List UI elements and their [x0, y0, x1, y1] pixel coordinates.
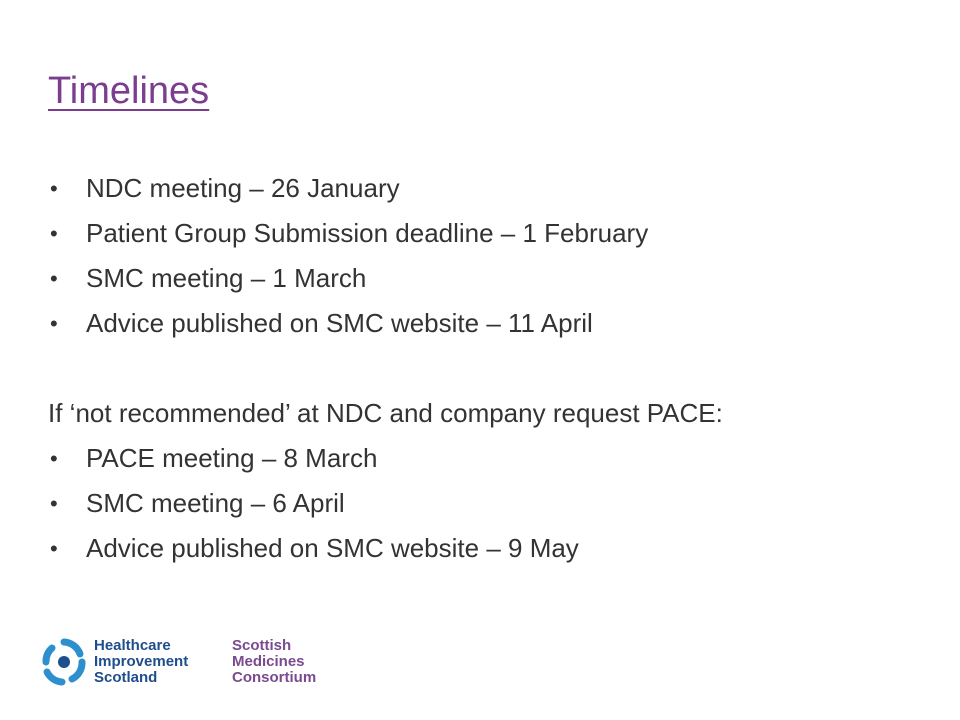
bullet-icon: •	[50, 311, 58, 336]
bullet-icon: •	[50, 221, 58, 246]
bullet-icon: •	[50, 446, 58, 471]
pace-list	[48, 436, 928, 571]
pace-intro: If ‘not recommended’ at NDC and company request PACE:	[48, 398, 723, 428]
smc-logo-text: Scottish Medicines Consortium	[232, 637, 317, 686]
healthcare-improvement-scotland-logo-icon	[40, 636, 88, 688]
bullet-icon: •	[50, 536, 58, 561]
list-item: • Patient Group Submission deadline – 1 February	[48, 211, 928, 256]
timeline-list	[48, 166, 928, 346]
footer-logos	[40, 636, 340, 696]
bullet-icon: •	[50, 491, 58, 516]
list-item: • PACE meeting – 8 March	[48, 436, 928, 481]
his-logo-text: Healthcare Improvement Scotland	[94, 637, 189, 686]
list-item: • SMC meeting – 6 April	[48, 481, 928, 526]
bullet-icon: •	[50, 266, 58, 291]
list-item: • Advice published on SMC website – 9 May	[48, 526, 928, 571]
list-item: • NDC meeting – 26 January	[48, 166, 928, 211]
list-item: • SMC meeting – 1 March	[48, 256, 928, 301]
spacer	[48, 346, 928, 391]
slide-title: Timelines	[48, 70, 210, 112]
list-item: • Advice published on SMC website – 11 April	[48, 301, 928, 346]
slide-content	[48, 166, 928, 571]
bullet-icon: •	[50, 176, 58, 201]
